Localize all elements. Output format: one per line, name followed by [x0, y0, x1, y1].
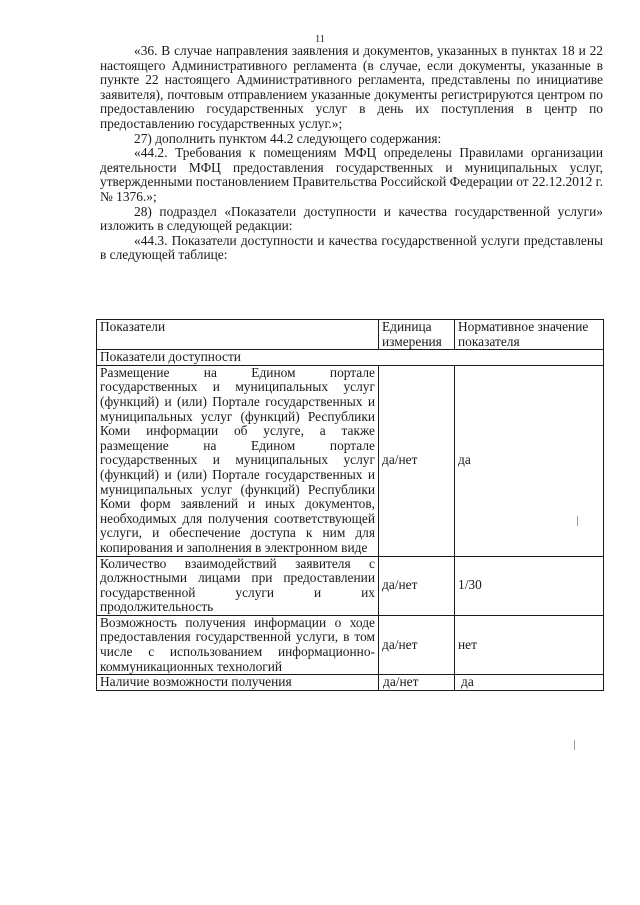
- indicator-cell: Количество взаимодействий заявителя с должностными лицами при предоставлении государственной услуги и их продолжительность: [97, 556, 379, 615]
- unit-cell: да/нет: [379, 556, 455, 615]
- indicator-cell: Размещение на Едином портале государственных и муниципальных услуг (функций) и (или) Портале государственных и муниципальных услуг (функций) Республики Коми информации об услуге, а также размещение на Едином портале государственных и муниципальных услуг (функций) и (или) Портале государственных и муниципальных услуг (функций) Республики Коми форм заявлений и иных документов, необходимых для получения соответствующей услуги, и обеспечение доступа к ним для копирования и заполнения в электронном виде: [97, 365, 379, 556]
- table-section-row: [97, 350, 604, 366]
- value-cell: нет: [455, 615, 604, 674]
- table-row: [97, 556, 604, 615]
- table-header-row: [97, 320, 604, 350]
- page-number: 11: [315, 34, 325, 45]
- document-body: [100, 44, 603, 263]
- unit-cell: да/нет: [379, 615, 455, 674]
- indicator-cell: Возможность получения информации о ходе предоставления государственной услуги, в том числе с использованием информационно-коммуникационных технологий: [97, 615, 379, 674]
- paragraph-28: 28) подраздел «Показатели доступности и качества государственной услуги» изложить в следующей редакции:: [100, 203, 603, 234]
- unit-cell: да/нет: [379, 675, 455, 691]
- table-row: [97, 675, 604, 691]
- paragraph-44-2: «44.2. Требования к помещениям МФЦ определены Правилами организации деятельности МФЦ предоставления государственных и муниципальных услуг, утвержденными постановлением Правительства Российской Федерации от 22.12.2012 г. № 1376.»;: [100, 145, 603, 204]
- scan-mark: [577, 516, 578, 526]
- header-indicators: Показатели: [97, 320, 379, 350]
- indicator-cell: Наличие возможности получения: [97, 675, 379, 691]
- indicators-table: [96, 319, 604, 691]
- table-row: [97, 615, 604, 674]
- value-cell: 1/30: [455, 556, 604, 615]
- table-row: [97, 365, 604, 556]
- paragraph-44-3: «44.3. Показатели доступности и качества государственной услуги представлены в следующей таблице:: [100, 232, 603, 263]
- section-title: Показатели доступности: [97, 350, 604, 366]
- unit-cell: да/нет: [379, 365, 455, 556]
- header-normative-value: Нормативное значение показателя: [455, 320, 604, 350]
- value-cell: да: [455, 365, 604, 556]
- paragraph-36: «36. В случае направления заявления и документов, указанных в пунктах 18 и 22 настоящего Административного регламента (в случае, если документы, указанные в пункте 22 настоящего Административного регламента, представлены по инициативе заявителя), почтовым отправлением указанные документы регистрируются центром по предоставлению государственных услуг в день их поступления в центр по предоставлению государственных услуг.»;: [100, 43, 603, 131]
- paragraph-27: 27) дополнить пунктом 44.2 следующего содержания:: [134, 130, 442, 146]
- header-unit: Единица измерения: [379, 320, 455, 350]
- value-cell: да: [455, 675, 604, 691]
- scan-mark: [574, 740, 575, 750]
